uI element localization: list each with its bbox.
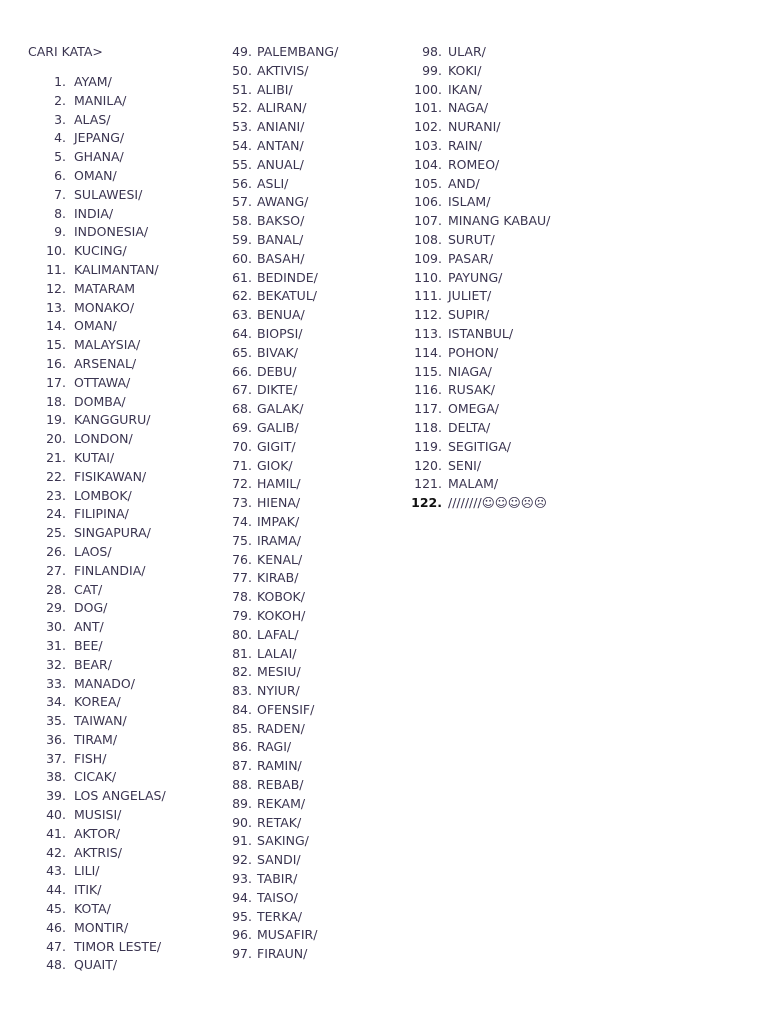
item-number: 58. xyxy=(232,213,252,229)
item-number: 79. xyxy=(232,607,252,623)
item-number: 81. xyxy=(232,645,252,661)
item-number: 45. xyxy=(46,901,66,917)
item-number: 8. xyxy=(54,205,66,221)
item-number: 36. xyxy=(46,731,66,747)
item-number: 106. xyxy=(414,194,442,210)
item-word: LOMBOK/ xyxy=(74,487,132,503)
item-word: MATARAM xyxy=(74,280,136,296)
item-word: NIAGA/ xyxy=(448,363,492,379)
item-number: 4. xyxy=(54,130,66,146)
item-number: 85. xyxy=(232,720,252,736)
item-number: 56. xyxy=(232,175,252,191)
item-number: 80. xyxy=(232,626,252,642)
item-word: REBAB/ xyxy=(257,777,304,793)
item-number: 28. xyxy=(46,581,66,597)
item-number: 48. xyxy=(46,957,66,973)
item-number: 114. xyxy=(414,344,442,360)
item-number: 20. xyxy=(46,431,66,447)
item-word: KUCING/ xyxy=(74,243,127,259)
item-number: 50. xyxy=(232,62,252,78)
item-word: JULIET/ xyxy=(448,288,492,304)
item-number: 10. xyxy=(46,243,66,259)
item-number: 38. xyxy=(46,769,66,785)
item-word: ANT/ xyxy=(74,619,104,635)
item-word: GALIB/ xyxy=(257,419,299,435)
item-word: GIGIT/ xyxy=(257,438,296,454)
item-number: 39. xyxy=(46,788,66,804)
page-title: CARI KATA> xyxy=(28,44,103,59)
item-word: BANAL/ xyxy=(257,231,304,247)
item-number: 32. xyxy=(46,656,66,672)
item-number: 54. xyxy=(232,137,252,153)
item-word: POHON/ xyxy=(448,344,499,360)
item-word: REKAM/ xyxy=(257,795,306,811)
item-number: 69. xyxy=(232,419,252,435)
item-number: 49. xyxy=(232,44,252,59)
item-word: MESIU/ xyxy=(257,664,301,680)
item-number: 111. xyxy=(414,288,442,304)
item-number: 6. xyxy=(54,167,66,183)
item-number: 108. xyxy=(414,231,442,247)
item-number: 112. xyxy=(414,307,442,323)
item-number: 63. xyxy=(232,307,252,323)
item-word: GIOK/ xyxy=(257,457,293,473)
item-word: MONTIR/ xyxy=(74,919,129,935)
item-number: 94. xyxy=(232,889,252,905)
item-word: ARSENAL/ xyxy=(74,355,137,371)
item-number: 35. xyxy=(46,713,66,729)
item-word: DEBU/ xyxy=(257,363,297,379)
item-number: 90. xyxy=(232,814,252,830)
item-word: ALIBI/ xyxy=(257,81,293,97)
item-word: AWANG/ xyxy=(257,194,309,210)
item-word: BIVAK/ xyxy=(257,344,298,360)
item-word: ANTAN/ xyxy=(257,137,304,153)
item-number: 52. xyxy=(232,100,252,116)
item-word: ISLAM/ xyxy=(448,194,491,210)
item-word: TIRAM/ xyxy=(74,731,118,747)
item-number: 51. xyxy=(232,81,252,97)
item-number: 33. xyxy=(46,675,66,691)
item-word: ROMEO/ xyxy=(448,156,500,172)
item-word: AKTRIS/ xyxy=(74,844,122,860)
item-number: 72. xyxy=(232,476,252,492)
item-word: OMAN/ xyxy=(74,318,117,334)
item-number: 109. xyxy=(414,250,442,266)
item-number: 71. xyxy=(232,457,252,473)
item-word: MANADO/ xyxy=(74,675,135,691)
item-number: 82. xyxy=(232,664,252,680)
item-number: 2. xyxy=(54,92,66,108)
item-word: CAT/ xyxy=(74,581,103,597)
item-word: KOBOK/ xyxy=(257,589,305,605)
item-word: SUPIR/ xyxy=(448,307,490,323)
item-word: SANDI/ xyxy=(257,852,301,868)
item-word: SINGAPURA/ xyxy=(74,525,151,541)
item-word: BEKATUL/ xyxy=(257,288,317,304)
item-number: 77. xyxy=(232,570,252,586)
item-number: 98. xyxy=(422,44,442,59)
item-number: 65. xyxy=(232,344,252,360)
item-number: 105. xyxy=(414,175,442,191)
item-word: BIOPSI/ xyxy=(257,325,303,341)
item-number: 122. xyxy=(411,495,442,511)
item-word: AND/ xyxy=(448,175,480,191)
item-number: 116. xyxy=(414,382,442,398)
item-number: 88. xyxy=(232,777,252,793)
item-word: SURUT/ xyxy=(448,231,495,247)
item-word: KOKI/ xyxy=(448,62,482,78)
item-word: NURANI/ xyxy=(448,119,501,135)
item-word: PASAR/ xyxy=(448,250,493,266)
item-number: 95. xyxy=(232,908,252,924)
item-number: 89. xyxy=(232,795,252,811)
item-number: 14. xyxy=(46,318,66,334)
item-number: 31. xyxy=(46,637,66,653)
item-word: RETAK/ xyxy=(257,814,302,830)
item-word: FISH/ xyxy=(74,750,107,766)
item-number: 43. xyxy=(46,863,66,879)
item-word: BEE/ xyxy=(74,637,103,653)
item-word: KOREA/ xyxy=(74,694,121,710)
item-number: 104. xyxy=(414,156,442,172)
item-word: IRAMA/ xyxy=(257,532,301,548)
item-number: 87. xyxy=(232,758,252,774)
item-word: OFENSIF/ xyxy=(257,701,315,717)
item-number: 24. xyxy=(46,506,66,522)
item-number: 93. xyxy=(232,871,252,887)
item-word: ALAS/ xyxy=(74,111,111,127)
item-word: FIRAUN/ xyxy=(257,946,308,962)
item-word: DOG/ xyxy=(74,600,108,616)
item-number: 117. xyxy=(414,401,442,417)
item-word: LONDON/ xyxy=(74,431,133,447)
item-number: 61. xyxy=(232,269,252,285)
item-word: FINLANDIA/ xyxy=(74,562,146,578)
item-word: LALAI/ xyxy=(257,645,297,661)
item-number: 40. xyxy=(46,807,66,823)
item-number: 62. xyxy=(232,288,252,304)
item-word: GHANA/ xyxy=(74,149,124,165)
item-word: ////////☺☺☺☹☹ xyxy=(448,495,547,511)
item-number: 16. xyxy=(46,355,66,371)
item-number: 92. xyxy=(232,852,252,868)
item-number: 83. xyxy=(232,683,252,699)
item-word: MALAYSIA/ xyxy=(74,337,141,353)
item-word: OTTAWA/ xyxy=(74,374,131,390)
item-number: 44. xyxy=(46,882,66,898)
item-number: 29. xyxy=(46,600,66,616)
item-number: 101. xyxy=(414,100,442,116)
item-number: 115. xyxy=(414,363,442,379)
item-number: 68. xyxy=(232,401,252,417)
item-number: 91. xyxy=(232,833,252,849)
item-number: 73. xyxy=(232,495,252,511)
item-number: 118. xyxy=(414,419,442,435)
item-number: 119. xyxy=(414,438,442,454)
item-number: 19. xyxy=(46,412,66,428)
item-number: 103. xyxy=(414,137,442,153)
item-word: PALEMBANG/ xyxy=(257,44,339,59)
item-number: 13. xyxy=(46,299,66,315)
item-number: 100. xyxy=(414,81,442,97)
item-word: MANILA/ xyxy=(74,92,127,108)
item-word: ULAR/ xyxy=(448,44,486,59)
item-number: 26. xyxy=(46,543,66,559)
item-number: 30. xyxy=(46,619,66,635)
item-word: ANIANI/ xyxy=(257,119,305,135)
item-number: 46. xyxy=(46,919,66,935)
item-number: 25. xyxy=(46,525,66,541)
item-word: OMAN/ xyxy=(74,167,117,183)
item-word: PAYUNG/ xyxy=(448,269,503,285)
item-word: IKAN/ xyxy=(448,81,482,97)
item-word: KIRAB/ xyxy=(257,570,299,586)
item-word: RAGI/ xyxy=(257,739,292,755)
item-number: 7. xyxy=(54,186,66,202)
item-word: KENAL/ xyxy=(257,551,303,567)
item-word: BEDINDE/ xyxy=(257,269,318,285)
item-number: 37. xyxy=(46,750,66,766)
item-word: RAMIN/ xyxy=(257,758,302,774)
item-word: TAISO/ xyxy=(257,889,298,905)
item-word: INDONESIA/ xyxy=(74,224,149,240)
item-number: 21. xyxy=(46,449,66,465)
item-number: 66. xyxy=(232,363,252,379)
item-number: 110. xyxy=(414,269,442,285)
item-word: KUTAI/ xyxy=(74,449,115,465)
item-number: 47. xyxy=(46,938,66,954)
item-word: JEPANG/ xyxy=(74,130,125,146)
item-word: TABIR/ xyxy=(257,871,298,887)
item-word: HIENA/ xyxy=(257,495,301,511)
item-word: MONAKO/ xyxy=(74,299,135,315)
item-word: RADEN/ xyxy=(257,720,305,736)
item-word: RAIN/ xyxy=(448,137,482,153)
item-word: TERKA/ xyxy=(257,908,302,924)
item-number: 5. xyxy=(54,149,66,165)
item-number: 57. xyxy=(232,194,252,210)
item-number: 42. xyxy=(46,844,66,860)
item-number: 34. xyxy=(46,694,66,710)
item-word: AKTOR/ xyxy=(74,825,121,841)
item-number: 99. xyxy=(422,62,442,78)
item-number: 64. xyxy=(232,325,252,341)
item-word: KOKOH/ xyxy=(257,607,306,623)
item-number: 97. xyxy=(232,946,252,962)
item-word: AKTIVIS/ xyxy=(257,62,309,78)
item-number: 86. xyxy=(232,739,252,755)
item-number: 41. xyxy=(46,825,66,841)
item-number: 23. xyxy=(46,487,66,503)
item-number: 113. xyxy=(414,325,442,341)
item-number: 121. xyxy=(414,476,442,492)
item-word: OMEGA/ xyxy=(448,401,499,417)
item-number: 22. xyxy=(46,468,66,484)
item-number: 78. xyxy=(232,589,252,605)
item-word: DOMBA/ xyxy=(74,393,126,409)
item-number: 60. xyxy=(232,250,252,266)
item-word: BENUA/ xyxy=(257,307,305,323)
item-word: ASLI/ xyxy=(257,175,289,191)
item-word: KALIMANTAN/ xyxy=(74,261,159,277)
item-number: 74. xyxy=(232,513,252,529)
item-number: 1. xyxy=(54,74,66,89)
item-word: SAKING/ xyxy=(257,833,309,849)
item-word: CICAK/ xyxy=(74,769,117,785)
item-number: 96. xyxy=(232,927,252,943)
item-number: 120. xyxy=(414,457,442,473)
item-word: ISTANBUL/ xyxy=(448,325,514,341)
item-word: SULAWESI/ xyxy=(74,186,143,202)
item-word: ALIRAN/ xyxy=(257,100,307,116)
item-word: SENI/ xyxy=(448,457,482,473)
item-number: 17. xyxy=(46,374,66,390)
item-number: 27. xyxy=(46,562,66,578)
item-number: 15. xyxy=(46,337,66,353)
item-word: NYIUR/ xyxy=(257,683,300,699)
item-number: 53. xyxy=(232,119,252,135)
item-word: ITIK/ xyxy=(74,882,102,898)
item-number: 59. xyxy=(232,231,252,247)
item-word: LAFAL/ xyxy=(257,626,299,642)
item-word: GALAK/ xyxy=(257,401,304,417)
item-word: INDIA/ xyxy=(74,205,114,221)
item-word: DELTA/ xyxy=(448,419,491,435)
item-number: 102. xyxy=(414,119,442,135)
item-word: MUSISI/ xyxy=(74,807,122,823)
item-number: 55. xyxy=(232,156,252,172)
item-word: MUSAFIR/ xyxy=(257,927,318,943)
item-word: FILIPINA/ xyxy=(74,506,129,522)
item-word: LAOS/ xyxy=(74,543,112,559)
item-word: ANUAL/ xyxy=(257,156,304,172)
item-number: 75. xyxy=(232,532,252,548)
item-word: FISIKAWAN/ xyxy=(74,468,147,484)
item-word: KOTA/ xyxy=(74,901,111,917)
item-word: BEAR/ xyxy=(74,656,112,672)
item-word: AYAM/ xyxy=(74,74,112,89)
item-number: 3. xyxy=(54,111,66,127)
item-word: TAIWAN/ xyxy=(74,713,127,729)
item-word: SEGITIGA/ xyxy=(448,438,511,454)
item-word: QUAIT/ xyxy=(74,957,118,973)
item-word: IMPAK/ xyxy=(257,513,300,529)
item-number: 67. xyxy=(232,382,252,398)
item-word: BASAH/ xyxy=(257,250,305,266)
item-number: 107. xyxy=(414,213,442,229)
item-number: 18. xyxy=(46,393,66,409)
item-number: 11. xyxy=(46,261,66,277)
item-word: MINANG KABAU/ xyxy=(448,213,551,229)
item-word: BAKSO/ xyxy=(257,213,305,229)
item-number: 70. xyxy=(232,438,252,454)
item-word: RUSAK/ xyxy=(448,382,495,398)
item-number: 12. xyxy=(46,280,66,296)
item-word: LOS ANGELAS/ xyxy=(74,788,166,804)
item-word: DIKTE/ xyxy=(257,382,298,398)
item-word: MALAM/ xyxy=(448,476,499,492)
item-word: KANGGURU/ xyxy=(74,412,151,428)
item-word: NAGA/ xyxy=(448,100,489,116)
item-number: 9. xyxy=(54,224,66,240)
item-word: TIMOR LESTE/ xyxy=(74,938,162,954)
item-number: 76. xyxy=(232,551,252,567)
item-word: HAMIL/ xyxy=(257,476,301,492)
item-number: 84. xyxy=(232,701,252,717)
item-word: LILI/ xyxy=(74,863,100,879)
